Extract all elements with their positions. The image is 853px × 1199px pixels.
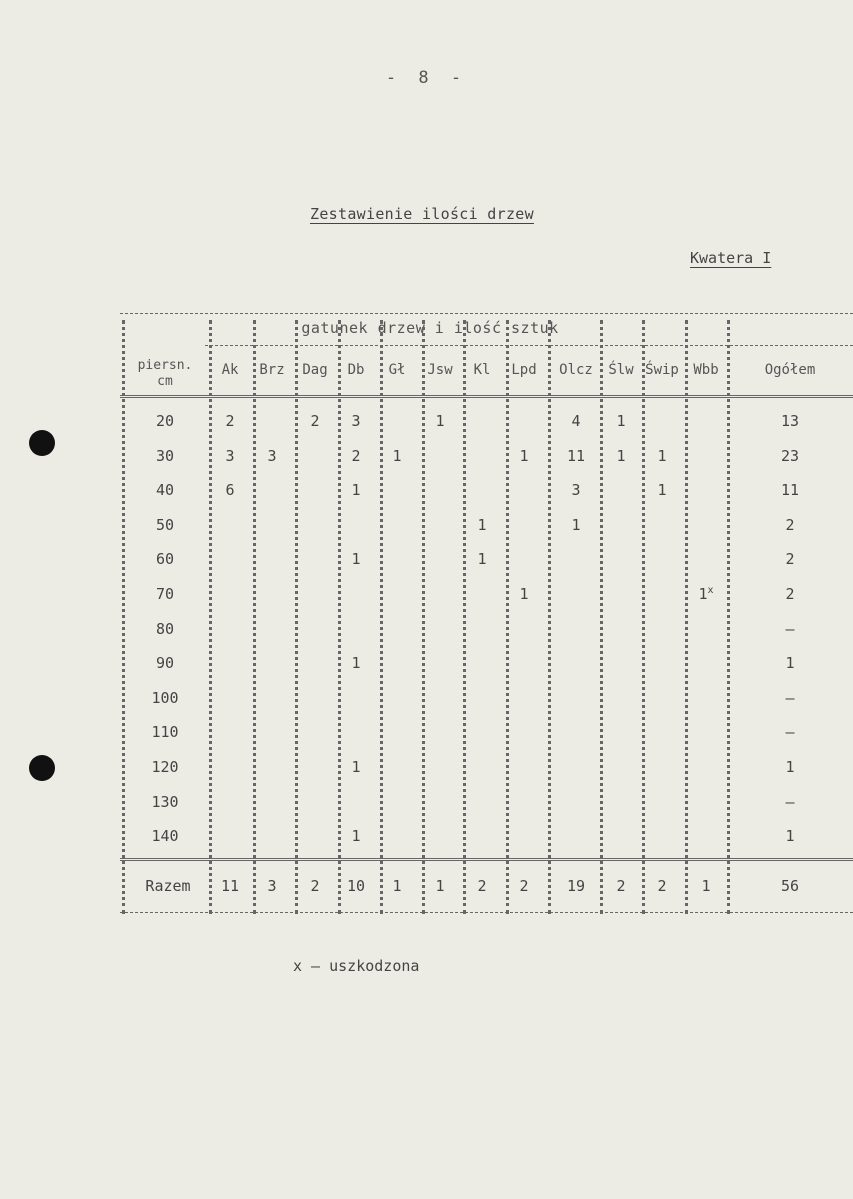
species-header: Db (347, 362, 365, 378)
sum-cell: 11 (220, 877, 240, 895)
sum-cell: 1 (435, 877, 445, 895)
species-header: Kl (473, 362, 491, 378)
sum-cell: 2 (519, 877, 529, 895)
species-header: Brz (259, 362, 285, 378)
diameter-cell: 40 (155, 481, 175, 500)
diameter-cell: 30 (155, 446, 175, 465)
species-header: Wbb (693, 362, 719, 378)
sum-cell: 10 (346, 877, 366, 895)
species-header: Dag (302, 362, 328, 378)
count-cell: 1 (351, 550, 361, 569)
count-cell: 1 (477, 515, 487, 534)
count-cell: 3 (225, 446, 235, 465)
row-total-cell: – (785, 619, 795, 638)
row-total-cell: – (785, 723, 795, 742)
column-divider (122, 320, 125, 914)
total-header: Ogółem (764, 362, 816, 378)
header-bottom-rule (120, 395, 853, 398)
footnote: x – uszkodzona (293, 957, 420, 975)
column-divider (548, 320, 551, 914)
sum-cell: 2 (477, 877, 487, 895)
column-divider (727, 320, 730, 914)
sum-cell: 1 (701, 877, 711, 895)
row-total-cell: 1 (785, 758, 795, 776)
document-subtitle: Kwatera I (690, 249, 772, 267)
count-cell: 1 (351, 654, 361, 673)
diameter-cell: 130 (151, 792, 179, 811)
row-total-cell: 2 (785, 515, 795, 534)
count-cell: 1 (351, 481, 361, 500)
group-header-rule (205, 345, 853, 346)
count-cell: 1 (616, 446, 626, 465)
count-cell: 1 (519, 585, 529, 603)
species-header: Ak (221, 362, 239, 378)
count-cell: 4 (571, 412, 581, 430)
diameter-cell: 120 (151, 758, 179, 776)
count-cell: 6 (225, 481, 235, 500)
column-divider (642, 320, 645, 914)
diameter-unit: cm (157, 374, 173, 389)
count-cell: 1 (571, 515, 581, 534)
row-total-cell: 1 (785, 654, 795, 673)
sum-cell: 19 (566, 877, 586, 895)
row-total-cell: 11 (780, 481, 800, 500)
table-bottom-rule (120, 912, 853, 913)
count-cell: 2 (351, 446, 361, 465)
sum-cell: 3 (267, 877, 277, 895)
row-total-cell: 23 (780, 446, 800, 465)
diameter-cell: 60 (155, 550, 175, 569)
column-divider (600, 320, 603, 914)
count-cell: 1 (351, 827, 361, 846)
grand-total-cell: 56 (780, 877, 800, 895)
punch-hole-top (29, 430, 55, 456)
species-header: Ślw (608, 362, 634, 378)
count-cell: 1 (616, 412, 626, 430)
diameter-cell: 20 (155, 412, 175, 430)
row-total-cell: 1 (785, 827, 795, 846)
column-divider (253, 320, 256, 914)
sum-cell: 2 (657, 877, 667, 895)
column-divider (295, 320, 298, 914)
count-cell: 1 (392, 446, 402, 465)
count-cell: 1 (435, 412, 445, 430)
count-cell: 1 (477, 550, 487, 569)
count-cell: 2 (225, 412, 235, 430)
sum-label: Razem (145, 877, 191, 895)
column-divider (422, 320, 425, 914)
column-divider (463, 320, 466, 914)
diameter-cell: 70 (155, 585, 175, 603)
diameter-cell: 140 (151, 827, 179, 846)
row-total-cell: – (785, 792, 795, 811)
row-total-cell: 2 (785, 585, 795, 603)
sum-cell: 2 (616, 877, 626, 895)
column-divider (506, 320, 509, 914)
column-divider (380, 320, 383, 914)
sum-top-rule (120, 858, 853, 861)
count-cell: 1 (657, 446, 667, 465)
count-cell: 2 (310, 412, 320, 430)
diameter-cell: 80 (155, 619, 175, 638)
diameter-cell: 100 (151, 688, 179, 707)
species-header: Jsw (427, 362, 453, 378)
species-group-header: gatunek drzew i ilość sztuk (301, 319, 559, 337)
column-divider (685, 320, 688, 914)
species-header: Olcz (559, 362, 593, 378)
document-title: Zestawienie ilości drzew (310, 205, 534, 223)
row-total-cell: – (785, 688, 795, 707)
diameter-cell: 90 (155, 654, 175, 673)
count-cell: 1 (519, 446, 529, 465)
diameter-cell: 110 (151, 723, 179, 742)
count-cell: 11 (566, 446, 586, 465)
diameter-header: piersn. (137, 358, 193, 373)
count-cell: 1 (351, 758, 361, 776)
species-header: Lpd (511, 362, 537, 378)
column-divider (209, 320, 212, 914)
count-cell: 1$^x$ (698, 585, 714, 603)
table-top-rule (120, 313, 853, 314)
diameter-cell: 50 (155, 515, 175, 534)
column-divider (338, 320, 341, 914)
sum-cell: 1 (392, 877, 402, 895)
count-cell: 1 (657, 481, 667, 500)
page-number: - 8 - (385, 68, 468, 88)
row-total-cell: 13 (780, 412, 800, 430)
count-cell: 3 (267, 446, 277, 465)
species-header: Gł (388, 362, 406, 378)
sum-cell: 2 (310, 877, 320, 895)
punch-hole-bottom (29, 755, 55, 781)
row-total-cell: 2 (785, 550, 795, 569)
count-cell: 3 (351, 412, 361, 430)
count-cell: 3 (571, 481, 581, 500)
species-header: Świp (645, 362, 679, 378)
